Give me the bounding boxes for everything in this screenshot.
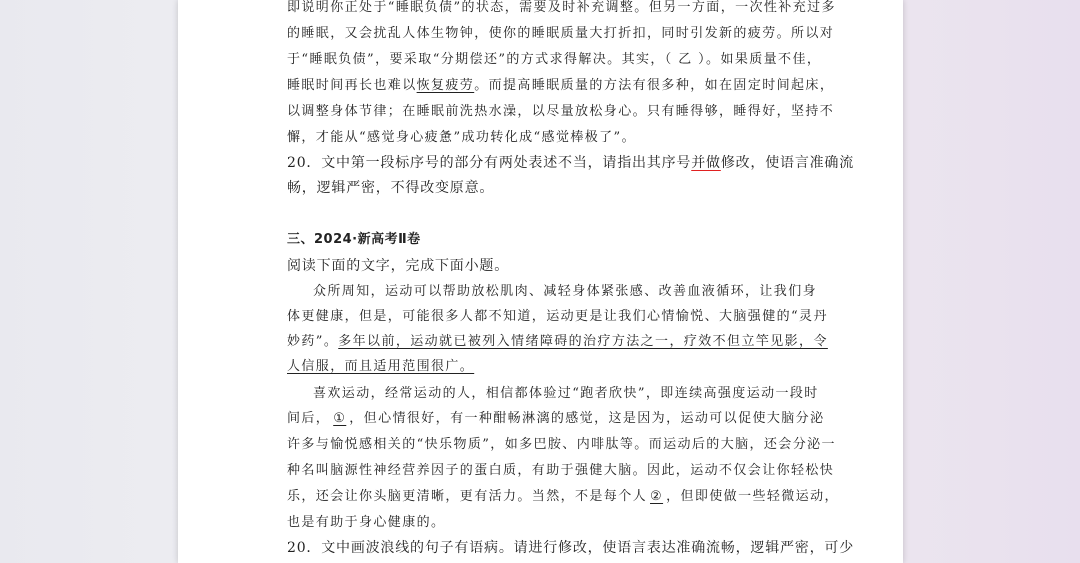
question-line [287, 155, 854, 171]
paragraph-line: 喜欢运动，经常运动的人，相信都体验过“跑者欣快”，即连续高强度运动一段时 [313, 386, 819, 401]
spellcheck-underlined-text: 并做 [691, 155, 721, 171]
text-span: 。而提高睡眠质量的方法有很多种，如在固定时间起床， [474, 78, 835, 93]
text-span: ，但心情很好，有一种酣畅淋漓的感觉，这是因为，运动可以促使大脑分泌 [349, 411, 825, 426]
text-span: 修改，使语言准确流 [720, 155, 855, 171]
instruction-text: 阅读下面的文字，完成下面小题。 [287, 258, 509, 274]
underlined-text: 恢复疲劳 [416, 78, 475, 93]
section-title: 三、2024·新高考Ⅱ卷 [287, 232, 421, 247]
paragraph-line [287, 334, 828, 350]
document-page [178, 0, 903, 563]
text-span: 妙药”。 [287, 334, 339, 349]
paragraph-line [287, 359, 474, 375]
paragraph-line: 以调整身体节律；在睡眠前洗热水澡，以尽量放松身心。只有睡得够，睡得好，坚持不 [287, 104, 835, 119]
paragraph-line: 体更健康，但是，可能很多人都不知道，运动更是让我们心情愉悦、大脑强健的“灵丹 [287, 309, 828, 324]
paragraph-line: 懈，才能从“感觉身心疲惫”成功转化成“感觉棒极了”。 [287, 130, 636, 145]
paragraph-line: 即说明你正处于“睡眠负债”的状态，需要及时补充调整。但另一方面，一次性补充过多 [287, 0, 836, 15]
paragraph-line: 于“睡眠负债”，要采取“分期偿还”的方式求得解决。其实，（ 乙 ）。如果质量不佳， [287, 52, 822, 67]
paragraph-line [287, 411, 824, 427]
wavy-underlined-sentence: 多年以前，运动就已被列入情绪障碍的治疗方法之一，疗效不但立竿见影，令 [338, 334, 828, 349]
text-span: 睡眠时间再长也难以 [287, 78, 417, 93]
text-span: 乐，还会让你头脑更清晰，更有活力。当然，不是每个人 [287, 489, 648, 504]
paragraph-line: 的睡眠，又会扰乱人体生物钟，使你的睡眠质量大打折扣，同时引发新的疲劳。所以对 [287, 26, 835, 41]
answer-blank-1: ① [333, 411, 347, 426]
question-line: 畅，逻辑严密，不得改变原意。 [287, 180, 495, 196]
answer-blank-2: ② [650, 489, 664, 504]
paragraph-line [287, 78, 834, 94]
text-span: 间后， [287, 411, 331, 426]
paragraph-line: 也是有助于身心健康的。 [287, 515, 446, 530]
paragraph-line: 种名叫脑源性神经营养因子的蛋白质，有助于强健大脑。因此，运动不仅会让你轻松快 [287, 463, 835, 478]
text-span: ，但即使做一些轻微运动， [666, 489, 839, 504]
question-line: 20．文中画波浪线的句子有语病。请进行修改，使语言表达准确流畅，逻辑严密，可少 [287, 540, 855, 556]
paragraph-line: 许多与愉悦感相关的“快乐物质”，如多巴胺、内啡肽等。而运动后的大脑，还会分泌一 [287, 437, 836, 452]
wavy-underlined-sentence: 人信服，而且适用范围很广。 [287, 359, 475, 374]
paragraph-line: 众所周知，运动可以帮助放松肌肉、减轻身体紧张感、改善血液循环，让我们身 [313, 284, 818, 299]
text-span: 20．文中第一段标序号的部分有两处表述不当，请指出其序号 [287, 155, 692, 171]
paragraph-line [287, 489, 839, 505]
